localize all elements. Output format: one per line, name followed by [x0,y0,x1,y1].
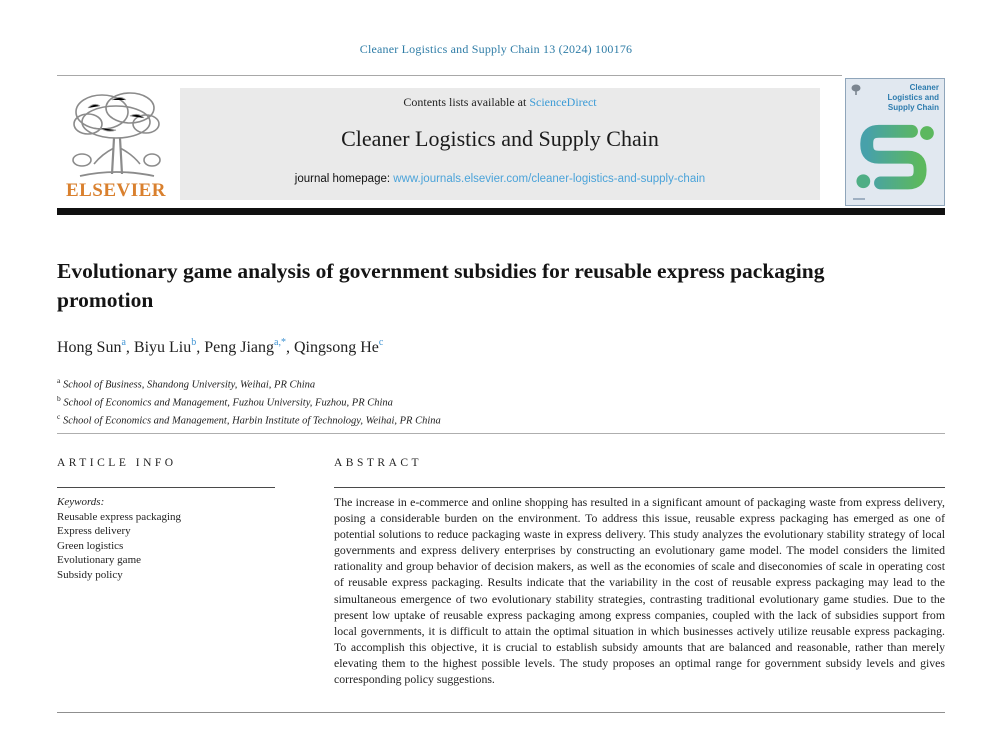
keywords-block [57,495,287,583]
elsevier-tree-icon [55,86,177,182]
author-affiliation-sup: a,* [274,337,286,348]
elsevier-logo [55,86,177,206]
cover-tree-icon [851,83,861,95]
journal-homepage-link[interactable]: www.journals.elsevier.com/cleaner-logistics-and-supply-chain [393,173,706,185]
keyword: Green logistics [57,539,124,552]
author: Qingsong He$^c$ [293,337,384,357]
cover-issn-mark [853,198,865,200]
affiliation: $^c$ School of Economics and Management, Harbin Institute of Technology, Weihai, PR China [57,412,441,427]
cover-s-logo-icon [853,121,939,200]
keyword: Reusable express packaging [57,510,182,523]
article-title: Evolutionary game analysis of government subsidies for reusable express packaging promotion [57,259,825,312]
sciencedirect-link[interactable]: ScienceDirect [529,95,597,109]
abstract-heading: ABSTRACT [334,457,423,469]
author: Biyu Liu$^b$, [133,337,205,357]
abstract-text: The increase in e-commerce and online shopping has resulted in a significant amount of packaging waste from express delivery, posing a considerable burden on the environment. To address this issue, reusable express packaging has emerged as one of potential solutions to reduce packaging waste in express delivery. This study analyzes the evolutionary stability strategy of local governments and express delivery enterprises by constructing an evolutionary game model. The model considers the limited rationality and group behavior of decision makers, as well as the economies of scale and diseconomies of scale in operating cost of reusable express packaging. Results indicate that the variability in the cost of reusable express packaging may lead to the simultaneous emergence of two evolutionary stability strategies, contrasting traditional evolutionary game studies. Due to the present low uptake of reusable express packaging among express companies, coupled with the lack of subsidies support from local governments, it is difficult to attain the optimal situation in which businesses actively utilize reusable express packaging. To accomplish this objective, it is crucial to establish subsidy amounts that are balanced and reasonable, rather than merely elevating them to the highest possible levels. The study proposes an optimal range for government subsidy levels and gives corresponding policy suggestions. [334,495,945,687]
elsevier-wordmark: ELSEVIER [65,180,167,201]
keyword: Subsidy policy [57,568,123,581]
author-affiliation-sup: a [121,337,126,348]
journal-cover-thumbnail [845,78,945,206]
journal-masthead [180,88,820,200]
affiliation: $^b$ School of Economics and Management, Fuzhou University, Fuzhou, PR China [57,394,393,409]
author-affiliation-sup: c [378,337,384,348]
author-list [57,338,383,357]
contents-lists-line: Contents lists available at ScienceDirect [403,95,597,109]
author: Hong Sun$^a$, [57,337,134,357]
masthead-black-bar [57,208,945,215]
keywords-label: Keywords: [57,496,105,508]
keyword: Evolutionary game [57,554,142,567]
article-info-heading: ARTICLE INFO [57,457,177,469]
running-head-citation: Cleaner Logistics and Supply Chain 13 (2024) 100176 [359,42,633,56]
journal-homepage-line: journal homepage: www.journals.elsevier.com/cleaner-logistics-and-supply-chain [294,173,706,185]
affiliation: $^a$ School of Business, Shandong University, Weihai, PR China [57,376,316,391]
author: Peng Jiang$^{a,*}$, [204,337,294,357]
headmatter-divider [57,433,945,434]
article-info-rule [57,487,275,488]
bottom-divider [57,712,945,713]
cover-journal-title: Cleaner Logistics and Supply Chain [887,83,939,112]
top-divider [57,75,842,76]
abstract-rule [334,487,945,488]
affiliation-list [57,374,441,428]
journal-title: Cleaner Logistics and Supply Chain [341,126,659,151]
keyword: Express delivery [57,525,131,538]
author-affiliation-sup: b [191,337,197,348]
